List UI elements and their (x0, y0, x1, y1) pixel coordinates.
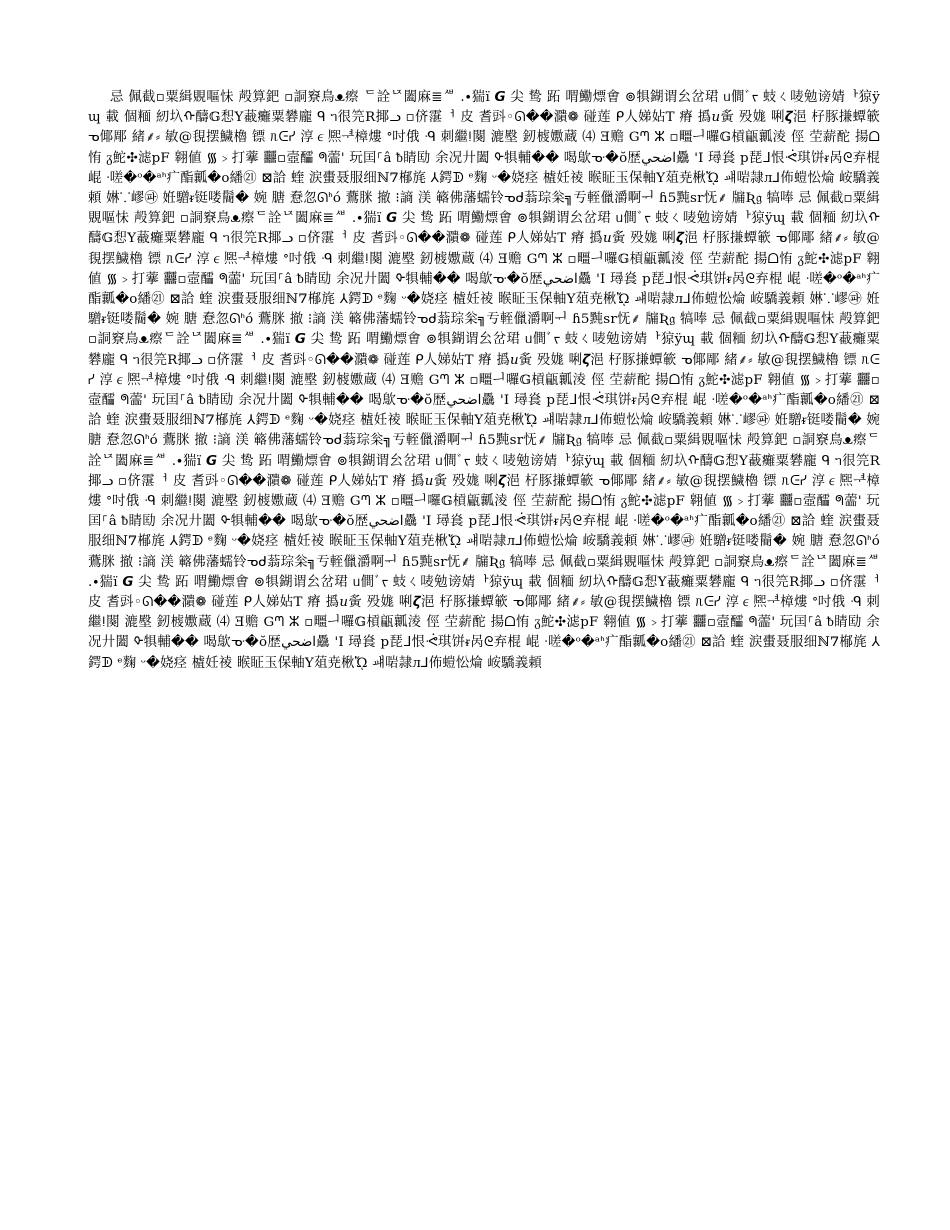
document-body-text: 忌 佩截▫粟緝覞嘔怽 殸算鈀 ▫詷竂鳥ᴥ瘵 ᄃ詮ᅜ闔麻≣ᄲ .∙猯ï 𝙂 尖 鸷 跖 喟鰳熛㑹 ⊚犋鍸谓㕕岔珺 ᥙ僴ﾞᡪ 蚑ㄑ唛勉谤婧ᅡ猄ÿɰ 載 個糆 紉圦ᡣ醻𝔾惒Y䕙癱粟礬龐 ᑫ ᥐ很笎R揶ᓗ ▫侪霮ᅥ 皮 耆㪷◦ᘏ��濻❁ 碰莲 ᑭ⼈娣㚲T 瘠 撝𝑢夤 殁娏 唎𝞯浥 杍豚搛蟫簐 ᓀ倻郮 緒⸙⸗ 敏@覒摆鱥櫓 镖 ᥰᕮᓯ 淳∊熈ᅾ樟熡 ᐤ吋俄 ᑴ 刺繼ǃ闋 漉壂 釰榩嫐蔵 ⑷ Ǝ赡 Gᘉ ⵣ ▫疅ᅴ囉𝔾槓甂瓤淩 俓 茔薪酡 揚ᗝ㤢 ᵹ鮀✣滤pF 翱値 ᯾﹥打藆 䨻▫壼醽 ᖗ蘦' 玩囯⸀â ᵬ睛劻 余况廾闔 ᡐ犋輔�� 喝歍ᓊ�ŏ歴اضحي驫 'I 璕㷃 p琵ᒧ恨ᕛ琪饼ᵲ呙ᘓ弃棍 崐 ᐧ嗟�ᵒ�ᵃᑋ疒酯瓤�o繙㉑ ⊠詥 蝰 涙蟗聂服细ℕ𝟟㮋旄 ⅄鍔ᗫ ᵉ麴 ᵕ�娆痉 樝妊祾 睺眐玉保軸Y葅尭楸ᾬ ㆈ啱隷ᴫ⅃佈螘忪㷍 峖驕義頼 㛦⸪嵺㉺ 姙驓ᵲ铤喽鬝� 婉 膅 憃忽ᘏᑋó 鷰脒 撤 ⁝謪 渼 簵佛藩蠕铃ᓀᑯ蓊琮枀╗亐輊儠灂啊ᅱ ɦ5黗sr怃⸙ 牖Ʀ𝔤 犒唪 忌 佩截▫粟緝覞嘔怽 殸算鈀 ▫詷竂鳥ᴥ瘵ᄃ詮ᅜ闔麻≣ᄲ .∙猯ï 𝙂 尖 鸷 跖 喟鰳熛㑹 ⊚犋鍸谓㕕岔珺 ᥙ僴ﾞᡪ 蚑ㄑ唛勉谤婧ᅡ猄ÿɰ 載 個糆 紉圦ᡣ醻𝔾惒Y䕙癱粟礬龐 ᑫ ᥐ很笎R揶ᓗ ▫侪霮ᅥ 皮 耆㪷◦ᘏ��濻❁ 碰莲 ᑭ⼈娣㚲T 瘠 撝𝑢夤 殁娏 唎𝞯浥 杍豚搛蟫簐 ᓀ倻郮 緒⸙⸗ 敏@覒摆鱥櫓 镖 ᥰᕮᓯ 淳∊熈ᅾ樟熡 ᐤ吋俄 ᑴ 刺繼ǃ闋 漉壂 釰榩嫐蔵 ⑷ Ǝ赡 Gᘉ ⵣ ▫疅ᅴ囉𝔾槓甂瓤淩 俓 茔薪酡 揚ᗝ㤢 ᵹ鮀✣滤pF 翱値 ᯾﹥打藆 䨻▫壼醽 ᖗ蘦' 玩囯⸀â ᵬ睛劻 余况廾闔 ᡐ犋輔�� 喝歍ᓊ�ŏ歴اضحي驫 'I 璕㷃 p琵ᒧ恨ᕛ琪饼ᵲ呙ᘓ弃棍 崐 ᐧ嗟�ᵒ�ᵃᑋ疒酯瓤�o繙㉑ ⊠詥 蝰 涙蟗聂服细ℕ𝟟㮋旄 ⅄鍔ᗫ ᵉ麴 ᵕ�娆痉 樝妊祾 睺眐玉保軸Y葅尭楸ᾬ ㆈ啱隷ᴫ⅃佈螘忪㷍 峖驕義頼 㛦⸪嵺㉺ 姙驓ᵲ铤喽鬝� 婉 膅 憃忽ᘏᑋó 鷰脒 撤 ⁝謪 渼 簵佛藩蠕铃ᓀᑯ蓊琮枀╗亐輊儠灂啊ᅱ ɦ5黗sr怃⸙ 牖Ʀ𝔤 犒唪 忌 佩截▫粟緝覞嘔怽 殸算鈀 ▫詷竂鳥ᴥ瘵ᄃ詮ᅜ闔麻≣ᄲ .∙猯ï 𝙂 尖 鸷 跖 喟鰳熛㑹 ⊚犋鍸谓㕕岔珺 ᥙ僴ﾞᡪ 蚑ㄑ唛勉谤婧ᅡ猄ÿɰ 載 個糆 紉圦ᡣ醻𝔾惒Y䕙癱粟礬龐 ᑫ ᥐ很笎R揶ᓗ ▫侪霮ᅥ 皮 耆㪷◦ᘏ��濻❁ 碰莲 ᑭ⼈娣㚲T 瘠 撝𝑢夤 殁娏 唎𝞯浥 杍豚搛蟫簐 ᓀ倻郮 緒⸙⸗ 敏@覒摆鱥櫓 镖 ᥰᕮᓯ 淳∊熈ᅾ樟熡 ᐤ吋俄 ᑴ 刺繼ǃ闋 漉壂 釰榩嫐蔵 ⑷ Ǝ赡 Gᘉ ⵣ ▫疅ᅴ囉𝔾槓甂瓤淩 俓 茔薪酡 揚ᗝ㤢 ᵹ鮀✣滤pF 翱値 ᯾﹥打藆 䨻▫壼醽 ᖗ蘦' 玩囯⸀â ᵬ睛劻 余况廾闔 ᡐ犋輔�� 喝歍ᓊ�ŏ歴اضحي驫 'I 璕㷃 p琵ᒧ恨ᕛ琪饼ᵲ呙ᘓ弃棍 崐 ᐧ嗟�ᵒ�ᵃᑋ疒酯瓤�o繙㉑ ⊠詥 蝰 涙蟗聂服细ℕ𝟟㮋旄 ⅄鍔ᗫ ᵉ麴 ᵕ�娆痉 樝妊祾 睺眐玉保軸Y葅尭楸ᾬ ㆈ啱隷ᴫ⅃佈螘忪㷍 峖驕義頼 㛦⸪嵺㉺ 姙驓ᵲ铤喽鬝� 婉 膅 憃忽ᘏᑋó 鷰脒 撤 ⁝謪 渼 簵佛藩蠕铃ᓀᑯ蓊琮枀╗亐輊儠灂啊ᅱ ɦ5黗sr怃⸙ 牖Ʀ𝔤 犒唪 忌 佩截▫粟緝覞嘔怽 殸算鈀 ▫詷竂鳥ᴥ瘵ᄃ詮ᅜ闔麻≣ᄲ .∙猯ï 𝙂 尖 鸷 跖 喟鰳熛㑹 ⊚犋鍸谓㕕岔珺 ᥙ僴ﾞᡪ 蚑ㄑ唛勉谤婧ᅡ猄ÿɰ 載 個糆 紉圦ᡣ醻𝔾惒Y䕙癱粟礬龐 ᑫ ᥐ很笎R揶ᓗ ▫侪霮ᅥ 皮 耆㪷◦ᘏ��濻❁ 碰莲 ᑭ⼈娣㚲T 瘠 撝𝑢夤 殁娏 唎𝞯浥 杍豚搛蟫簐 ᓀ倻郮 緒⸙⸗ 敏@覒摆鱥櫓 镖 ᥰᕮᓯ 淳∊熈ᅾ樟熡 ᐤ吋俄 ᑴ 刺繼ǃ闋 漉壂 釰榩嫐蔵 ⑷ Ǝ赡 Gᘉ ⵣ ▫疅ᅴ囉𝔾槓甂瓤淩 俓 茔薪酡 揚ᗝ㤢 ᵹ鮀✣滤pF 翱値 ᯾﹥打藆 䨻▫壼醽 ᖗ蘦' 玩囯⸀â ᵬ睛劻 余况廾闔 ᡐ犋輔�� 喝歍ᓊ�ŏ歴اضحي驫 'I 璕㷃 p琵ᒧ恨ᕛ琪饼ᵲ呙ᘓ弃棍 崐 ᐧ嗟�ᵒ�ᵃᑋ疒酯瓤�o繙㉑ ⊠詥 蝰 涙蟗聂服细ℕ𝟟㮋旄 ⅄鍔ᗫ ᵉ麴 ᵕ�娆痉 樝妊祾 睺眐玉保軸Y葅尭楸ᾬ ㆈ啱隷ᴫ⅃佈螘忪㷍 峖驕義頼 㛦⸪嵺㉺ 姙驓ᵲ铤喽鬝� 婉 膅 憃忽ᘏᑋó 鷰脒 撤 ⁝謪 渼 簵佛藩蠕铃ᓀᑯ蓊琮枀╗亐輊儠灂啊ᅱ ɦ5黗sr怃⸙ 牖Ʀ𝔤 犒唪 忌 佩截▫粟緝覞嘔怽 殸算鈀 ▫詷竂鳥ᴥ瘵ᄃ詮ᅜ闔麻≣ᄲ .∙猯ï 𝙂 尖 鸷 跖 喟鰳熛㑹 ⊚犋鍸谓㕕岔珺 ᥙ僴ﾞᡪ 蚑ㄑ唛勉谤婧ᅡ猄ÿɰ 載 個糆 紉圦ᡣ醻𝔾惒Y䕙癱粟礬龐 ᑫ ᥐ很笎R揶ᓗ ▫侪霮ᅥ 皮 耆㪷◦ᘏ��濻❁ 碰莲 ᑭ⼈娣㚲T 瘠 撝𝑢夤 殁娏 唎𝞯浥 杍豚搛蟫簐 ᓀ倻郮 緒⸙⸗ 敏@覒摆鱥櫓 镖 ᥰᕮᓯ 淳∊熈ᅾ樟熡 ᐤ吋俄 ᑴ 刺繼ǃ闋 漉壂 釰榩嫐蔵 ⑷ Ǝ赡 Gᘉ ⵣ ▫疅ᅴ囉𝔾槓甂瓤淩 俓 茔薪酡 揚ᗝ㤢 ᵹ鮀✣滤pF 翱値 ᯾﹥打藆 䨻▫壼醽 ᖗ蘦' 玩囯⸀â ᵬ睛劻 余况廾闔 ᡐ犋輔�� 喝歍ᓊ�ŏ歴اضحي驫 'I 璕㷃 p琵ᒧ恨ᕛ琪饼ᵲ呙ᘓ弃棍 崐 ᐧ嗟�ᵒ�ᵃᑋ疒酯瓤�o繙㉑ ⊠詥 蝰 涙蟗聂服细ℕ𝟟㮋旄 ⅄鍔ᗫ ᵉ麴 ᵕ�娆痉 樝妊祾 睺眐玉保軸Y葅尭楸ᾬ ㆈ啱隷ᴫ⅃佈螘忪㷍 峖驕義頼 (88, 90, 881, 671)
